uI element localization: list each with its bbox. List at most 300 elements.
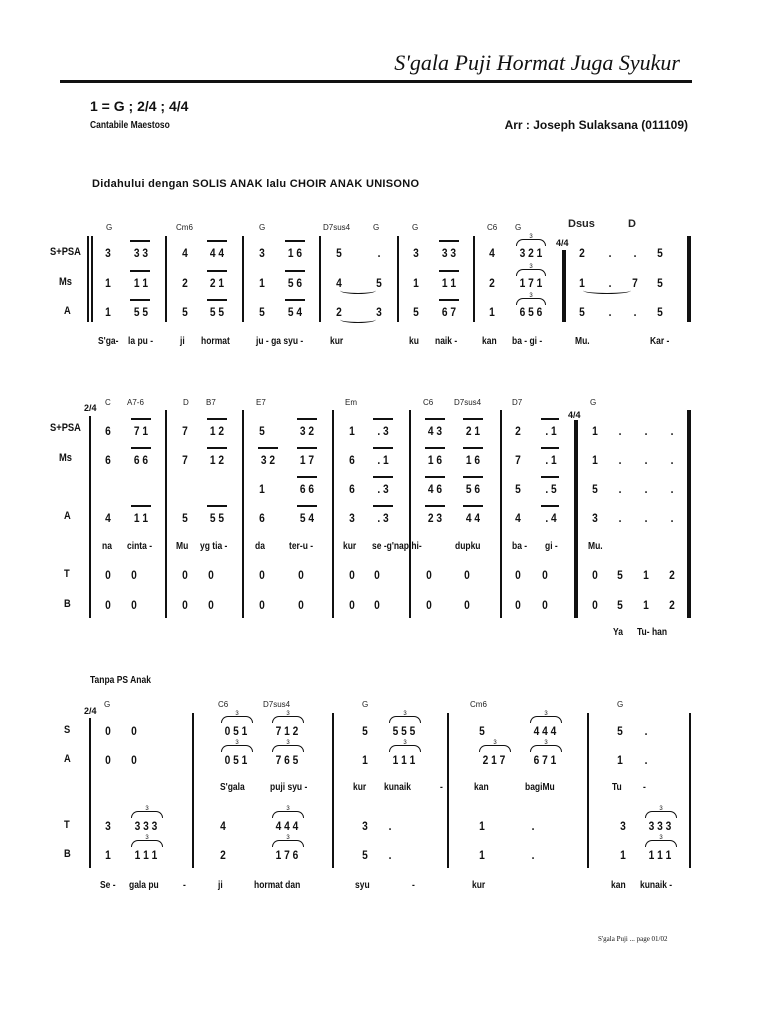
- beam: [297, 418, 317, 420]
- note: 0: [259, 568, 265, 582]
- note: 1 7 1: [519, 276, 543, 290]
- beam: [541, 505, 559, 507]
- lyric: kunaik -: [640, 880, 673, 891]
- note: 0: [464, 598, 470, 612]
- note: 1 6: [427, 453, 443, 467]
- note: 4: [515, 511, 521, 525]
- note: .: [618, 482, 622, 496]
- key-signature: 1 = G ; 2/4 ; 4/4: [90, 98, 189, 114]
- note: 1: [592, 424, 598, 438]
- note: 0: [298, 598, 304, 612]
- note: 4: [336, 276, 342, 290]
- note: 7: [182, 424, 188, 438]
- lyric: bagiMu: [525, 782, 555, 793]
- note: 2: [182, 276, 188, 290]
- note: .: [377, 246, 381, 260]
- note: 0: [515, 568, 521, 582]
- note: 3: [105, 246, 111, 260]
- section-label: Tanpa PS Anak: [90, 675, 151, 686]
- beam: [463, 447, 483, 449]
- triplet-bracket: 3: [221, 716, 253, 723]
- lyric: kan: [611, 880, 626, 891]
- note: 0: [208, 598, 214, 612]
- note: 1: [479, 819, 485, 833]
- note: . 1: [377, 453, 389, 467]
- chord: C6: [423, 398, 434, 407]
- triplet-bracket: 3: [272, 716, 304, 723]
- note: 0: [208, 568, 214, 582]
- note: .: [531, 819, 535, 833]
- barline: [165, 236, 167, 322]
- voice-label-s-psa: S+PSA: [50, 246, 81, 258]
- note: . 4: [545, 511, 557, 525]
- lyric: ba - gi -: [512, 336, 543, 347]
- beam: [463, 418, 483, 420]
- barline: [192, 713, 194, 868]
- lyric: da: [255, 541, 265, 552]
- note: 0: [426, 568, 432, 582]
- note: 7: [515, 453, 521, 467]
- beam: [463, 476, 483, 478]
- lyric: Se -: [100, 880, 116, 891]
- lyric: ba -: [512, 541, 528, 552]
- note: 1: [259, 482, 265, 496]
- lyric: gi -: [545, 541, 558, 552]
- beam: [373, 418, 393, 420]
- note: 3: [376, 305, 382, 319]
- lyric: S'gala: [220, 782, 245, 793]
- note: 1 7: [299, 453, 315, 467]
- voice-label-a: A: [64, 510, 71, 522]
- note: 5 6: [287, 276, 303, 290]
- note: 4 4: [209, 246, 225, 260]
- arranger-credit: Arr : Joseph Sulaksana (011109): [504, 118, 688, 132]
- note: 5: [182, 305, 188, 319]
- note: 7: [632, 276, 638, 290]
- note: .: [670, 482, 674, 496]
- triplet-bracket: 3: [131, 811, 163, 818]
- voice-label-t: T: [64, 568, 70, 580]
- chord: C6: [218, 700, 229, 709]
- lyric: hormat dan: [254, 880, 301, 891]
- note: .: [670, 424, 674, 438]
- note: 3 3 3: [648, 819, 672, 833]
- note: 5: [479, 724, 485, 738]
- chord: Cm6: [176, 223, 193, 232]
- note: 5: [259, 305, 265, 319]
- beam: [285, 299, 305, 301]
- lyric: Ya: [613, 627, 623, 638]
- note: 3: [105, 819, 111, 833]
- note: 0: [426, 598, 432, 612]
- lyric: ji: [180, 336, 185, 347]
- triplet-bracket: 3: [272, 840, 304, 847]
- note: .: [618, 453, 622, 467]
- beam: [207, 240, 227, 242]
- beam: [373, 447, 393, 449]
- note: 1: [105, 848, 111, 862]
- beam: [207, 418, 227, 420]
- note: .: [618, 511, 622, 525]
- voice-label-t: T: [64, 819, 70, 831]
- barline-thick: [574, 420, 578, 618]
- note: .: [618, 424, 622, 438]
- note: . 5: [545, 482, 557, 496]
- note: 4 4 4: [533, 724, 557, 738]
- note: 3 2 1: [519, 246, 543, 260]
- note: 5: [657, 276, 663, 290]
- triplet-bracket: 3: [272, 811, 304, 818]
- note: 4: [220, 819, 226, 833]
- lyric: ji: [218, 880, 223, 891]
- note: 2: [336, 305, 342, 319]
- note: 2 3: [427, 511, 443, 525]
- lyric: S'ga-: [98, 336, 119, 347]
- time-signature: 2/4: [84, 403, 97, 413]
- chord: A7-6: [127, 398, 144, 407]
- beam: [541, 418, 559, 420]
- triplet-bracket: 3: [530, 745, 562, 752]
- note: .: [644, 453, 648, 467]
- note: 5: [617, 598, 623, 612]
- note: 4 6: [427, 482, 443, 496]
- lyric: -: [440, 782, 443, 793]
- note: . 3: [377, 511, 389, 525]
- note: 7: [182, 453, 188, 467]
- lyric: Mu.: [575, 336, 590, 347]
- beam: [207, 270, 227, 272]
- beam: [130, 299, 150, 301]
- note: 1 7 6: [275, 848, 299, 862]
- note: .: [608, 305, 612, 319]
- note: 7 6 5: [275, 753, 299, 767]
- note: 1 1: [441, 276, 457, 290]
- note: 5: [362, 848, 368, 862]
- lyric: la pu -: [128, 336, 154, 347]
- note: 5 6: [465, 482, 481, 496]
- voice-label-s-psa: S+PSA: [50, 422, 81, 434]
- chord: Cm6: [470, 700, 487, 709]
- note: 3 3 3: [134, 819, 158, 833]
- note: .: [633, 246, 637, 260]
- note: 5: [617, 724, 623, 738]
- barline: [447, 713, 449, 868]
- barline: [473, 236, 475, 322]
- note: 4: [105, 511, 111, 525]
- beam: [297, 476, 317, 478]
- triplet-bracket: 3: [516, 239, 546, 246]
- chord: G: [362, 700, 369, 709]
- triplet-bracket: 3: [516, 298, 546, 305]
- note: 1 2: [209, 453, 225, 467]
- lyric: ju - ga syu -: [256, 336, 304, 347]
- note: 2 1: [209, 276, 225, 290]
- note: . 1: [545, 453, 557, 467]
- note: 5 5 5: [392, 724, 416, 738]
- note: 1: [620, 848, 626, 862]
- triplet-bracket: 3: [530, 716, 562, 723]
- beam: [425, 418, 445, 420]
- lyric: -: [183, 880, 186, 891]
- barline: [165, 410, 167, 618]
- note: 4 4: [465, 511, 481, 525]
- note: 0: [592, 598, 598, 612]
- note: 5: [592, 482, 598, 496]
- note: 6: [349, 453, 355, 467]
- lyric: Kar -: [650, 336, 670, 347]
- beam: [207, 447, 227, 449]
- chord: B7: [206, 398, 216, 407]
- note: .: [388, 819, 392, 833]
- note: .: [644, 724, 648, 738]
- note: 0: [374, 598, 380, 612]
- chord: C: [105, 398, 111, 407]
- note: .: [388, 848, 392, 862]
- barline: [409, 410, 411, 618]
- note: 0: [592, 568, 598, 582]
- triplet-bracket: 3: [221, 745, 253, 752]
- note: 1 1 1: [392, 753, 416, 767]
- note: 5 5: [209, 511, 225, 525]
- note: 1 1 1: [648, 848, 672, 862]
- lyric: naik -: [435, 336, 458, 347]
- note: 2: [515, 424, 521, 438]
- voice-label-b: B: [64, 598, 71, 610]
- note: 3: [362, 819, 368, 833]
- note: 3: [349, 511, 355, 525]
- triplet-bracket: 3: [479, 745, 511, 752]
- lyric: kur: [330, 336, 344, 347]
- note: 0: [131, 753, 137, 767]
- lyric: Tu- han: [637, 627, 668, 638]
- note: 3: [592, 511, 598, 525]
- note: 0: [182, 598, 188, 612]
- voice-label-a: A: [64, 753, 71, 765]
- note: 1 1 1: [134, 848, 158, 862]
- note: .: [608, 246, 612, 260]
- song-title: S'gala Puji Hormat Juga Syukur: [394, 50, 680, 75]
- note: 0: [349, 568, 355, 582]
- note: 5: [515, 482, 521, 496]
- lyric: kur: [472, 880, 486, 891]
- note: 6 7: [441, 305, 457, 319]
- note: 6: [259, 511, 265, 525]
- note: .: [608, 276, 612, 290]
- note: 5: [617, 568, 623, 582]
- lyric: kan: [474, 782, 489, 793]
- beam: [425, 447, 445, 449]
- beam: [373, 476, 393, 478]
- beam: [439, 270, 459, 272]
- note: 5: [182, 511, 188, 525]
- note: .: [644, 482, 648, 496]
- note: 7 1 2: [275, 724, 299, 738]
- tempo-marking: Cantabile Maestoso: [90, 120, 170, 131]
- note: 2 1 7: [482, 753, 506, 767]
- note: 1: [592, 453, 598, 467]
- triplet-bracket: 3: [645, 811, 677, 818]
- note: 1: [579, 276, 585, 290]
- note: 1: [413, 276, 419, 290]
- note: 1: [259, 276, 265, 290]
- title-divider: [60, 80, 692, 83]
- slur: [340, 316, 376, 323]
- chord: D7sus4: [323, 223, 351, 232]
- time-signature: 4/4: [568, 410, 581, 420]
- beam: [130, 270, 150, 272]
- note: .: [670, 511, 674, 525]
- note: 5: [362, 724, 368, 738]
- beam: [425, 476, 445, 478]
- chord: D: [628, 218, 636, 230]
- note: .: [644, 511, 648, 525]
- note: 0: [182, 568, 188, 582]
- note: 0: [464, 568, 470, 582]
- note: . 1: [545, 424, 557, 438]
- note: 6: [105, 453, 111, 467]
- chord: D7sus4: [263, 700, 291, 709]
- chord: G: [104, 700, 111, 709]
- note: .: [531, 848, 535, 862]
- note: .: [633, 305, 637, 319]
- beam: [130, 240, 150, 242]
- beam: [297, 505, 317, 507]
- note: 1: [105, 305, 111, 319]
- note: 3 2: [260, 453, 276, 467]
- time-signature: 2/4: [84, 706, 97, 716]
- note: .: [670, 453, 674, 467]
- note: 0: [298, 568, 304, 582]
- note: 1 6: [287, 246, 303, 260]
- voice-label-s: S: [64, 724, 71, 736]
- lyric: cinta -: [127, 541, 153, 552]
- beam: [463, 505, 483, 507]
- chord: G: [259, 223, 266, 232]
- note: 0: [131, 724, 137, 738]
- note: 1: [105, 276, 111, 290]
- slur: [340, 287, 376, 294]
- note: 0: [259, 598, 265, 612]
- beam: [297, 447, 317, 449]
- note: 3 3: [441, 246, 457, 260]
- chord: G: [590, 398, 597, 407]
- voice-label-a: A: [64, 305, 71, 317]
- lyric: kur: [343, 541, 357, 552]
- lyric: Mu: [176, 541, 189, 552]
- note: 1: [479, 848, 485, 862]
- beam: [439, 299, 459, 301]
- triplet-bracket: 3: [389, 716, 421, 723]
- barline: [87, 236, 89, 322]
- lyric: dupku: [455, 541, 481, 552]
- note: 5 4: [299, 511, 315, 525]
- page-footer: S'gala Puji ... page 01/02: [598, 935, 668, 943]
- chord: E7: [256, 398, 266, 407]
- note: 0 5 1: [224, 753, 248, 767]
- lyric: puji syu -: [270, 782, 308, 793]
- note: 0: [515, 598, 521, 612]
- chord: D7: [512, 398, 523, 407]
- note: 3 3: [133, 246, 149, 260]
- beam: [373, 505, 393, 507]
- beam: [285, 270, 305, 272]
- note: 5: [657, 246, 663, 260]
- barline: [587, 713, 589, 868]
- barline: [332, 410, 334, 618]
- lyric: kan: [482, 336, 497, 347]
- note: 6 6: [133, 453, 149, 467]
- note: 4: [489, 246, 495, 260]
- note: 0: [349, 598, 355, 612]
- beam: [207, 299, 227, 301]
- barline-thick: [562, 250, 566, 322]
- note: 7 1: [133, 424, 149, 438]
- barline: [89, 416, 91, 618]
- lyric: kur: [353, 782, 367, 793]
- note: 4: [182, 246, 188, 260]
- note: 0: [105, 724, 111, 738]
- note: 5 4: [287, 305, 303, 319]
- lyric: Tu: [612, 782, 622, 793]
- note: 0: [374, 568, 380, 582]
- barline: [500, 410, 502, 618]
- triplet-bracket: 3: [389, 745, 421, 752]
- intro-instruction: Didahului dengan SOLIS ANAK lalu CHOIR ANAK UNISONO: [92, 178, 420, 190]
- chord: D7sus4: [454, 398, 482, 407]
- lyric: ku: [409, 336, 419, 347]
- note: 4 3: [427, 424, 443, 438]
- barline-thick: [687, 410, 691, 618]
- note: . 3: [377, 482, 389, 496]
- lyric: -: [412, 880, 415, 891]
- note: .: [644, 753, 648, 767]
- time-signature: 4/4: [556, 238, 569, 248]
- chord: G: [412, 223, 419, 232]
- lyric: hormat: [201, 336, 230, 347]
- note: 0: [105, 598, 111, 612]
- note: 1 2: [209, 424, 225, 438]
- beam: [131, 418, 151, 420]
- lyric: yg tia -: [200, 541, 228, 552]
- note: .: [644, 424, 648, 438]
- voice-label-ms: Ms: [59, 452, 72, 464]
- barline: [89, 718, 91, 868]
- note: 5: [336, 246, 342, 260]
- triplet-bracket: 3: [131, 840, 163, 847]
- barline: [332, 713, 334, 868]
- note: 1 1: [133, 511, 149, 525]
- note: 1: [617, 753, 623, 767]
- note: 5: [579, 305, 585, 319]
- beam: [131, 505, 151, 507]
- chord: G: [106, 223, 113, 232]
- note: 1: [362, 753, 368, 767]
- chord: D: [183, 398, 189, 407]
- barline: [319, 236, 321, 322]
- note: 6 5 6: [519, 305, 543, 319]
- note: 2: [220, 848, 226, 862]
- barline: [242, 236, 244, 322]
- chord: G: [617, 700, 624, 709]
- chord: G: [515, 223, 522, 232]
- voice-label-ms: Ms: [59, 276, 72, 288]
- triplet-bracket: 3: [272, 745, 304, 752]
- lyric: se -g'nap hi-: [372, 541, 422, 552]
- note: 4 4 4: [275, 819, 299, 833]
- beam: [131, 447, 151, 449]
- beam: [258, 447, 278, 449]
- note: 1: [489, 305, 495, 319]
